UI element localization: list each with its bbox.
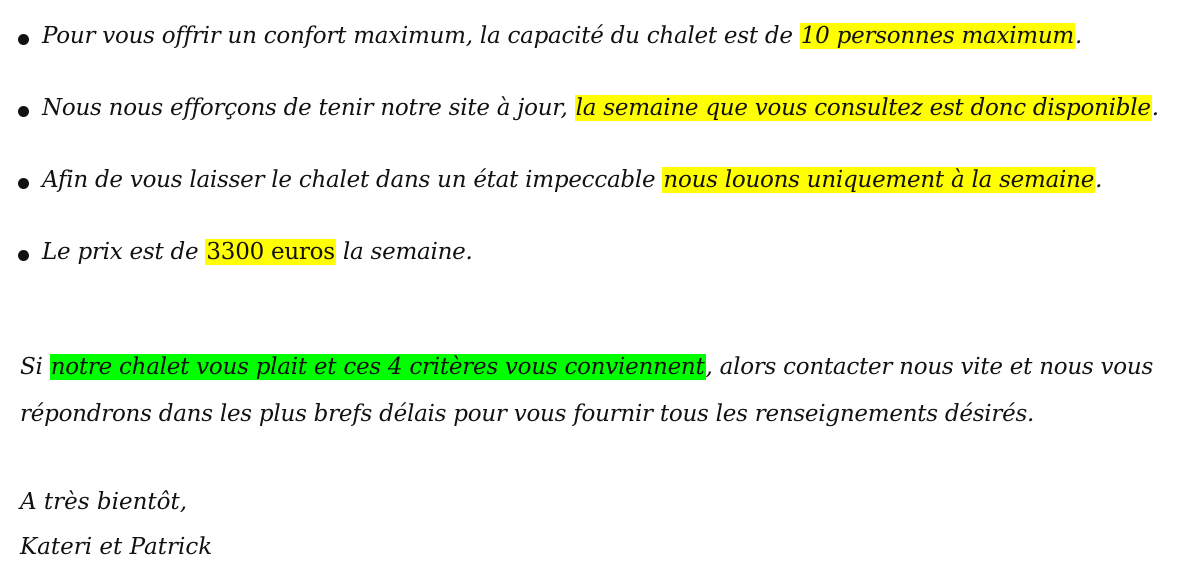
paragraph-line-1 bbox=[20, 344, 1178, 391]
bullet-icon bbox=[18, 106, 29, 117]
bullet-icon bbox=[18, 34, 29, 45]
bullet-text: Pour vous offrir un confort maximum, la capacité du chalet est de bbox=[42, 23, 800, 49]
signature-names: Kateri et Patrick bbox=[20, 534, 213, 560]
bullet-text-end: . bbox=[1151, 95, 1159, 121]
signature-block bbox=[20, 480, 620, 570]
bullet-text: Afin de vous laisser le chalet dans un état impeccable bbox=[42, 167, 663, 193]
highlighted-text: 10 personnes maximum bbox=[800, 23, 1074, 49]
highlighted-text: nous louons uniquement à la semaine bbox=[663, 167, 1095, 193]
conditions-list bbox=[18, 12, 1178, 300]
bullet-text-end: . bbox=[1075, 23, 1083, 49]
list-item bbox=[18, 12, 1178, 84]
bullet-icon bbox=[18, 250, 29, 261]
paragraph-text: Si bbox=[20, 354, 50, 380]
closing-greeting: A très bientôt, bbox=[20, 489, 188, 515]
list-item bbox=[18, 84, 1178, 156]
bullet-text-capacity bbox=[42, 12, 1082, 60]
bullet-text: Le prix est de bbox=[42, 239, 206, 265]
bullet-icon bbox=[18, 178, 29, 189]
bullet-text-end: . bbox=[1095, 167, 1103, 193]
bullet-text-availability bbox=[42, 84, 1159, 132]
list-item bbox=[18, 228, 1178, 300]
contact-paragraph bbox=[20, 344, 1178, 438]
highlighted-criteria-text: notre chalet vous plait et ces 4 critères vous conviennent bbox=[50, 354, 705, 380]
bullet-text-end: la semaine. bbox=[335, 239, 473, 265]
bullet-text: Nous nous efforçons de tenir notre site à jour, bbox=[42, 95, 575, 121]
paragraph-line-2: répondrons dans les plus brefs délais pour vous fournir tous les renseignements désirés. bbox=[20, 401, 1035, 427]
paragraph-text: , alors contacter nous vite et nous vous bbox=[705, 354, 1153, 380]
list-item bbox=[18, 156, 1178, 228]
highlighted-price: 3300 euros bbox=[206, 239, 335, 265]
bullet-text-weekly-rental bbox=[42, 156, 1102, 204]
highlighted-text: la semaine que vous consultez est donc disponible bbox=[575, 95, 1151, 121]
bullet-text-price bbox=[42, 228, 473, 276]
